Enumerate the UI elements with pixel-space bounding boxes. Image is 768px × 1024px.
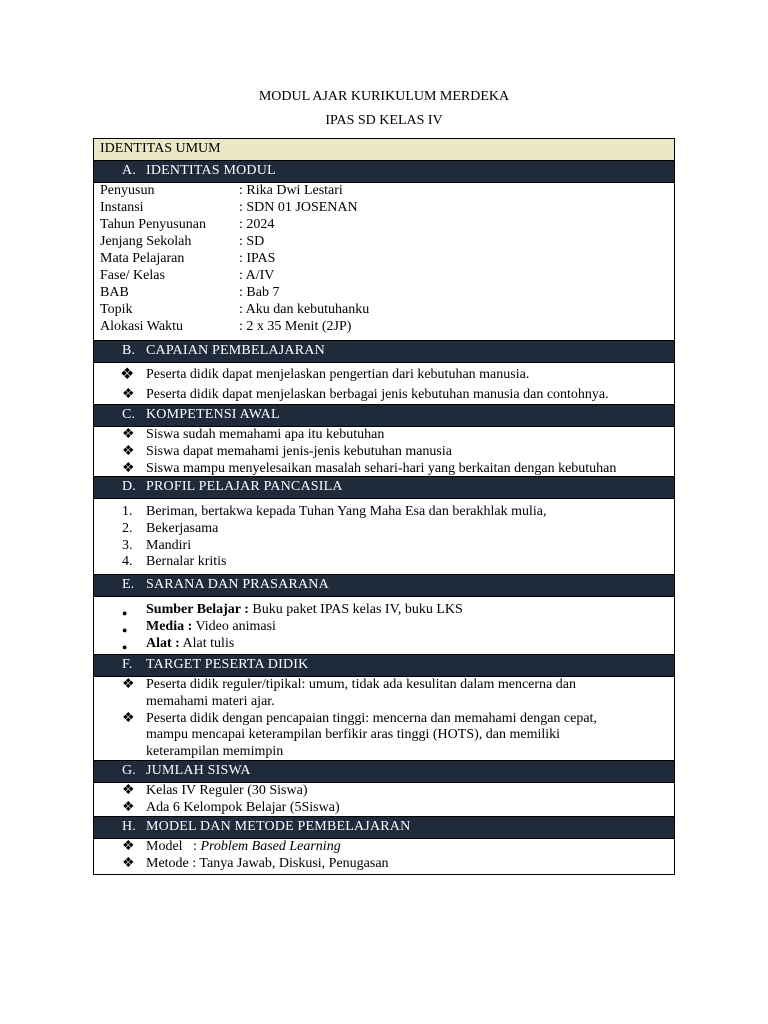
section-h-header (94, 817, 674, 839)
identity-row-topik (100, 302, 369, 319)
list-item-label: Sumber Belajar : (146, 602, 249, 617)
numbered-item (94, 521, 674, 538)
list-item (94, 800, 674, 817)
numbered-item (94, 554, 674, 571)
list-item-label: Model : (146, 839, 201, 854)
identity-row-jenjang (100, 234, 264, 251)
list-item-label: Alat : (146, 635, 180, 651)
list-item-line: Peserta didik dengan pencapaian tinggi: mencerna dan memahami dengan cepat, (146, 710, 597, 726)
section-d-header (94, 477, 674, 499)
identity-key: Fase/ Kelas (100, 268, 165, 283)
list-item-line: keterampilan memimpin (146, 744, 284, 760)
list-item (94, 367, 674, 384)
section-g-body (94, 783, 674, 817)
document-title: MODUL AJAR KURIKULUM MERDEKA (258, 89, 510, 104)
diamond-bullet-icon: ❖ (122, 855, 135, 871)
list-item-label: Media : (146, 618, 193, 634)
section-a-body (94, 183, 674, 341)
identity-row-instansi (100, 200, 358, 217)
identity-value: : SD (239, 234, 265, 249)
list-item-text: Alat tulis (179, 635, 235, 651)
list-item-text: Ada 6 Kelompok Belajar (5Siswa) (146, 799, 340, 815)
list-item-text: Siswa dapat memahami jenis-jenis kebutuhan manusia (146, 443, 452, 459)
list-item (94, 427, 674, 444)
document-subtitle: IPAS SD KELAS IV (325, 113, 443, 128)
identity-value: : Rika Dwi Lestari (239, 183, 343, 198)
section-c-header (94, 405, 674, 427)
section-title: CAPAIAN PEMBELAJARAN (146, 343, 325, 358)
identity-row-mapel (100, 251, 275, 268)
identity-key: Tahun Penyusunan (100, 217, 206, 232)
list-item (94, 461, 674, 478)
list-item-text: Bernalar kritis (146, 554, 227, 570)
section-title: SARANA DAN PRASARANA (146, 577, 329, 592)
identity-value: : Aku dan kebutuhanku (239, 302, 370, 317)
diamond-bullet-icon: ❖ (122, 783, 135, 798)
identity-key: Topik (100, 302, 133, 317)
section-letter: A. (122, 163, 137, 178)
section-letter: C. (122, 407, 136, 422)
diamond-bullet-icon: ❖ (122, 677, 135, 692)
section-title: PROFIL PELAJAR PANCASILA (146, 479, 343, 494)
list-item-text: Beriman, bertakwa kepada Tuhan Yang Maha Esa dan berakhlak mulia, (146, 504, 547, 519)
section-letter: F. (122, 657, 133, 672)
section-d-body (94, 499, 674, 575)
identity-value: : 2024 (239, 217, 275, 232)
section-letter: B. (122, 343, 136, 358)
identity-row-alokasi (100, 319, 351, 336)
item-number: 3. (122, 537, 133, 553)
identity-value: : SDN 01 JOSENAN (239, 200, 358, 215)
section-title: KOMPETENSI AWAL (146, 407, 280, 422)
list-item-line: mampu mencapai keterampilan berfikir aras tinggi (HOTS), dan memiliki (146, 727, 561, 743)
list-item-text: Video animasi (192, 618, 276, 634)
module-table (93, 138, 675, 875)
section-c-body (94, 427, 674, 477)
identity-key: BAB (100, 285, 129, 300)
section-letter: E. (122, 577, 135, 592)
section-a-header (94, 161, 674, 183)
section-b-header (94, 341, 674, 363)
diamond-bullet-icon: ❖ (122, 799, 135, 815)
identity-key: Mata Pelajaran (100, 251, 185, 266)
diamond-bullet-icon: ❖ (122, 386, 135, 402)
section-title: IDENTITAS MODUL (146, 163, 276, 178)
item-number: 2. (122, 520, 133, 536)
numbered-item (94, 504, 674, 521)
section-b-body (94, 363, 674, 405)
identity-row-penyusun (100, 183, 343, 200)
list-item-text: Peserta didik dapat menjelaskan berbagai jenis kebutuhan manusia dan contohnya. (146, 386, 609, 402)
section-letter: G. (122, 763, 137, 778)
identity-value: : 2 x 35 Menit (2JP) (239, 319, 352, 334)
section-title: TARGET PESERTA DIDIK (146, 657, 309, 672)
identity-value: : A/IV (239, 268, 275, 283)
list-item-text: Buku paket IPAS kelas IV, buku LKS (248, 602, 463, 617)
dot-bullet-icon: ● (122, 624, 128, 635)
list-item (94, 619, 674, 636)
diamond-bullet-icon: ❖ (122, 460, 135, 476)
list-item-text: Bekerjasama (146, 520, 219, 536)
section-letter: D. (122, 479, 137, 494)
list-item (94, 636, 674, 653)
diamond-bullet-icon: ❖ (122, 710, 135, 726)
identity-value: : IPAS (239, 251, 276, 266)
section-g-header (94, 761, 674, 783)
identity-row-tahun (100, 217, 274, 234)
list-item-value: Problem Based Learning (200, 839, 341, 854)
list-item (94, 856, 674, 873)
section-e-header (94, 575, 674, 597)
list-item (94, 602, 674, 619)
list-item-text: Mandiri (146, 537, 192, 553)
list-item (94, 783, 674, 800)
identity-key: Instansi (100, 200, 144, 215)
identity-key: Penyusun (100, 183, 155, 198)
numbered-item (94, 538, 674, 555)
list-item-line: memahami materi ajar. (146, 693, 275, 709)
section-letter: H. (122, 819, 137, 834)
identity-value: : Bab 7 (239, 285, 280, 300)
diamond-bullet-icon: ❖ (122, 839, 135, 854)
identitas-umum-label: IDENTITAS UMUM (100, 141, 221, 156)
list-item (94, 839, 674, 856)
section-e-body (94, 597, 674, 655)
identitas-umum-header (94, 139, 674, 161)
section-title: JUMLAH SISWA (146, 763, 251, 778)
identity-key: Jenjang Sekolah (100, 234, 192, 249)
list-item (94, 711, 674, 761)
item-number: 1. (122, 504, 133, 519)
identity-row-bab (100, 285, 279, 302)
dot-bullet-icon: ● (122, 641, 128, 652)
list-item-line: Peserta didik reguler/tipikal: umum, tidak ada kesulitan dalam mencerna dan (146, 677, 576, 692)
diamond-bullet-icon: ❖ (122, 443, 135, 459)
list-item-value: Tanya Jawab, Diskusi, Penugasan (199, 855, 389, 871)
section-f-header (94, 655, 674, 677)
list-item-label: Metode : (146, 855, 200, 871)
list-item-text: Peserta didik dapat menjelaskan pengertian dari kebutuhan manusia. (146, 367, 530, 382)
list-item (94, 677, 674, 711)
identity-key: Alokasi Waktu (100, 319, 183, 334)
dot-bullet-icon: ● (122, 608, 128, 618)
list-item-text: Kelas IV Reguler (30 Siswa) (146, 783, 308, 798)
list-item-text: Siswa sudah memahami apa itu kebutuhan (146, 427, 385, 442)
diamond-bullet-icon: ❖ (122, 427, 135, 442)
identity-row-fase (100, 268, 274, 285)
item-number: 4. (122, 554, 133, 570)
diamond-bullet-icon: ❖ (120, 366, 135, 383)
section-f-body (94, 677, 674, 761)
list-item-text: Siswa mampu menyelesaikan masalah sehari-hari yang berkaitan dengan kebutuhan (146, 460, 617, 476)
list-item (94, 387, 674, 404)
section-title: MODEL DAN METODE PEMBELAJARAN (146, 819, 411, 834)
section-h-body (94, 839, 674, 874)
list-item (94, 444, 674, 461)
